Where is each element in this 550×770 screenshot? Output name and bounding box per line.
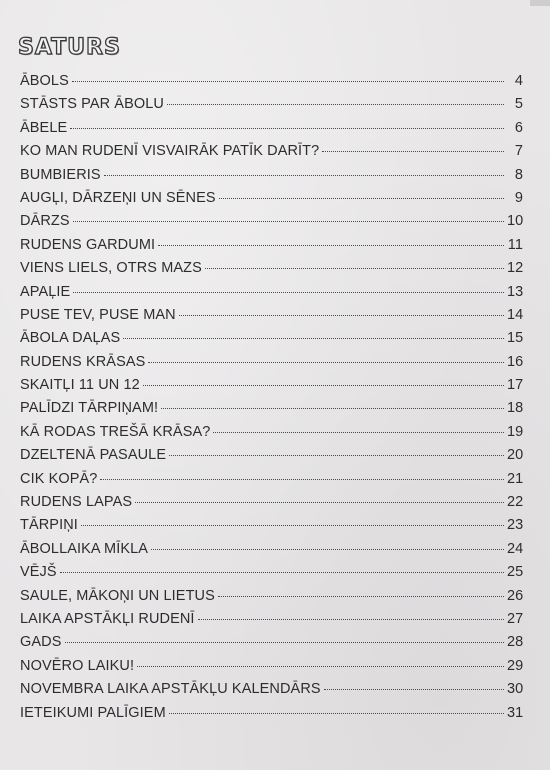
toc-dot-leader	[72, 81, 504, 82]
toc-entry-page-number: 31	[507, 704, 524, 721]
toc-entry	[20, 634, 523, 657]
toc-entry-page-number: 10	[507, 213, 524, 230]
toc-entry-page-number: 21	[507, 470, 524, 487]
toc-entry	[20, 377, 523, 400]
toc-entry	[20, 284, 523, 307]
toc-entry-label: BUMBIERIS	[20, 166, 101, 183]
toc-entry-label: PUSE TEV, PUSE MAN	[20, 306, 176, 323]
toc-entry-page-number: 5	[514, 96, 523, 113]
toc-entry	[20, 73, 523, 96]
toc-entry-page-number: 28	[507, 634, 524, 651]
toc-entry-label: PALĪDZI TĀRPIŅAM!	[20, 400, 159, 417]
toc-entry-label: RUDENS GARDUMI	[20, 236, 156, 253]
toc-entry-label: ĀBELE	[20, 119, 68, 136]
toc-dot-leader	[167, 104, 504, 105]
toc-entry	[20, 494, 523, 517]
toc-entry	[20, 260, 523, 283]
toc-dot-leader	[81, 525, 504, 526]
toc-entry	[20, 307, 523, 330]
toc-dot-leader	[60, 572, 504, 573]
toc-entry-page-number: 22	[507, 494, 524, 511]
toc-entry-label: KO MAN RUDENĪ VISVAIRĀK PATĪK DARĪT?	[20, 143, 320, 160]
toc-dot-leader	[324, 689, 504, 690]
toc-entry-label: SAULE, MĀKOŅI UN LIETUS	[20, 587, 215, 604]
toc-entry	[20, 471, 523, 494]
toc-dot-leader	[73, 292, 504, 293]
page-title: SATURS	[18, 34, 121, 60]
toc-dot-leader	[213, 432, 504, 433]
toc-dot-leader	[169, 455, 504, 456]
page-corner	[530, 0, 550, 6]
toc-entry-page-number: 27	[507, 610, 524, 627]
toc-entry-page-number: 7	[514, 143, 523, 160]
toc-entry-page-number: 4	[514, 73, 523, 89]
toc-dot-leader	[73, 221, 504, 222]
toc-dot-leader	[100, 479, 504, 480]
toc-entry	[20, 705, 523, 728]
toc-dot-leader	[104, 175, 504, 176]
toc-entry-label: VIENS LIELS, OTRS MAZS	[20, 260, 202, 277]
toc-entry-label: GADS	[20, 634, 62, 651]
toc-entry-label: CIK KOPĀ?	[20, 470, 98, 487]
toc-entry-page-number: 11	[507, 236, 523, 253]
toc-dot-leader	[143, 385, 504, 386]
toc-entry-label: RUDENS KRĀSAS	[20, 353, 146, 370]
toc-dot-leader	[151, 549, 504, 550]
toc-entry	[20, 143, 523, 166]
toc-entry-page-number: 13	[507, 283, 524, 300]
toc-entry-page-number: 8	[514, 166, 523, 183]
toc-entry	[20, 541, 523, 564]
toc-entry-page-number: 16	[507, 353, 524, 370]
toc-entry	[20, 120, 523, 143]
toc-dot-leader	[70, 128, 504, 129]
toc-entry	[20, 588, 523, 611]
toc-entry-page-number: 9	[514, 189, 523, 206]
toc-dot-leader	[161, 408, 504, 409]
toc-entry-page-number: 17	[507, 377, 524, 394]
toc-entry-page-number: 23	[507, 517, 524, 534]
toc-entry	[20, 354, 523, 377]
toc-entry-page-number: 24	[507, 540, 524, 557]
toc-entry-page-number: 6	[514, 119, 523, 136]
toc-entry	[20, 611, 523, 634]
toc-entry-label: ĀBOLA DAĻAS	[20, 330, 121, 347]
toc-entry	[20, 424, 523, 447]
toc-entry-page-number: 18	[507, 400, 524, 417]
toc-entry-page-number: 19	[507, 423, 524, 440]
toc-entry-label: DĀRZS	[20, 213, 70, 230]
toc-dot-leader	[218, 596, 504, 597]
toc-entry	[20, 681, 523, 704]
toc-entry-label: VĒJŠ	[20, 564, 57, 581]
toc-entry-page-number: 26	[507, 587, 524, 604]
toc-entry-label: ĀBOLLAIKA MĪKLA	[20, 540, 149, 557]
toc-entry	[20, 237, 523, 260]
toc-entry-page-number: 12	[507, 260, 524, 277]
toc-entry	[20, 167, 523, 190]
toc-entry-page-number: 29	[507, 657, 524, 674]
toc-entry	[20, 517, 523, 540]
toc-entry	[20, 190, 523, 213]
toc-dot-leader	[198, 619, 504, 620]
toc-entry	[20, 658, 523, 681]
toc-dot-leader	[137, 666, 504, 667]
toc-entry-label: DZELTENĀ PASAULE	[20, 447, 167, 464]
toc-entry-label: NOVĒRO LAIKU!	[20, 657, 135, 674]
table-of-contents	[20, 73, 523, 728]
toc-entry-label: APAĻIE	[20, 283, 71, 300]
toc-dot-leader	[205, 268, 504, 269]
toc-entry	[20, 447, 523, 470]
toc-entry-label: NOVEMBRA LAIKA APSTĀKĻU KALENDĀRS	[20, 681, 321, 698]
toc-entry-label: LAIKA APSTĀKĻI RUDENĪ	[20, 610, 195, 627]
toc-dot-leader	[123, 338, 504, 339]
toc-entry	[20, 400, 523, 423]
toc-entry-page-number: 25	[507, 564, 524, 581]
toc-entry-page-number: 30	[507, 681, 524, 698]
toc-dot-leader	[135, 502, 504, 503]
toc-entry	[20, 96, 523, 119]
toc-entry-label: STĀSTS PAR ĀBOLU	[20, 96, 164, 113]
toc-dot-leader	[65, 642, 505, 643]
toc-dot-leader	[148, 362, 504, 363]
toc-entry-label: SKAITĻI 11 UN 12	[20, 377, 140, 394]
toc-entry-label: TĀRPIŅI	[20, 517, 78, 534]
toc-dot-leader	[219, 198, 504, 199]
toc-entry	[20, 213, 523, 236]
toc-entry-label: IETEIKUMI PALĪGIEM	[20, 704, 166, 721]
toc-entry-label: KĀ RODAS TREŠĀ KRĀSA?	[20, 423, 211, 440]
toc-dot-leader	[179, 315, 504, 316]
toc-dot-leader	[158, 245, 504, 246]
toc-entry-label: ĀBOLS	[20, 73, 69, 89]
toc-entry-label: RUDENS LAPAS	[20, 494, 133, 511]
toc-entry-label: AUGĻI, DĀRZEŅI UN SĒNES	[20, 189, 216, 206]
toc-dot-leader	[322, 151, 504, 152]
toc-dot-leader	[169, 713, 504, 714]
toc-entry	[20, 330, 523, 353]
toc-entry	[20, 564, 523, 587]
toc-entry-page-number: 14	[507, 306, 524, 323]
toc-entry-page-number: 15	[507, 330, 524, 347]
toc-entry-page-number: 20	[507, 447, 524, 464]
